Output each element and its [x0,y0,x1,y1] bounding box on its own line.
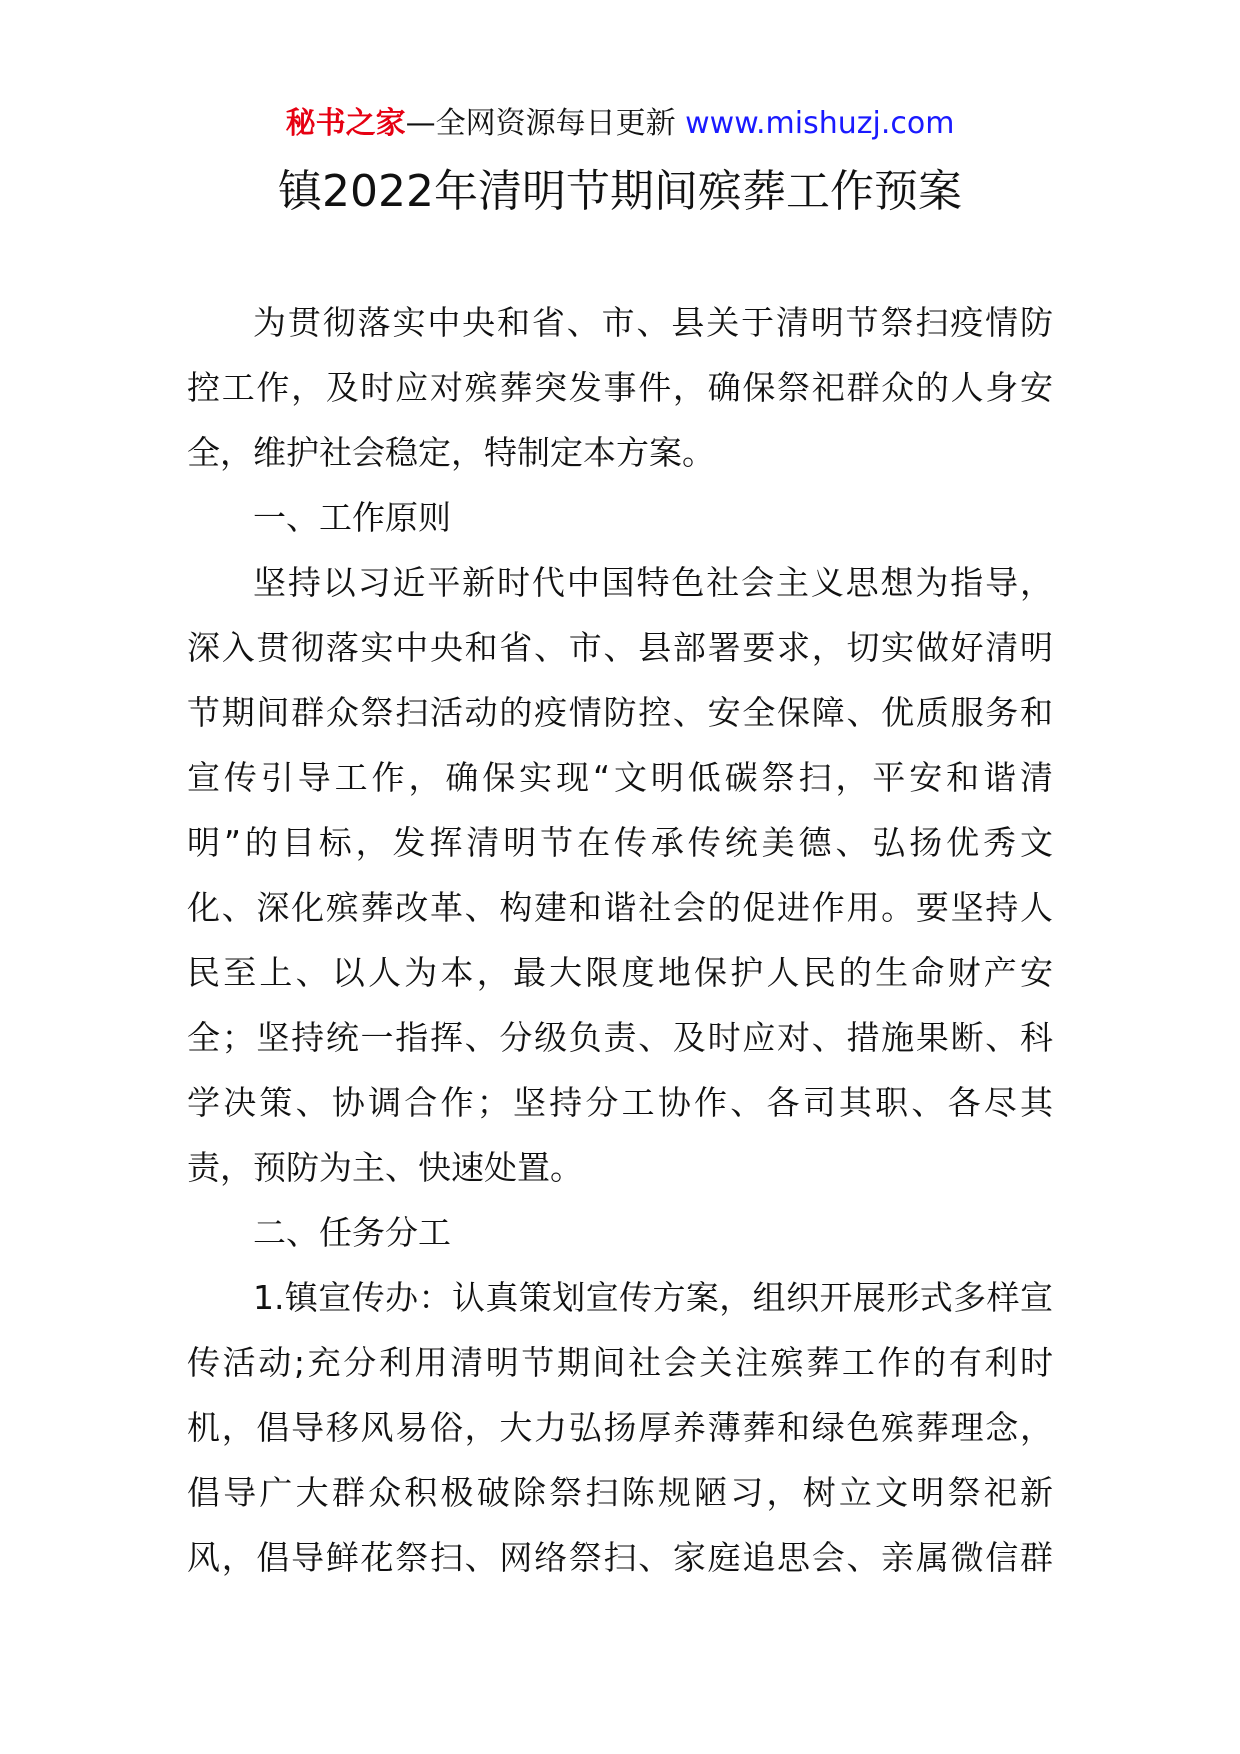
paragraph-line: 宣传引导工作，确保实现“文明低碳祭扫，平安和谐清 [187,758,1053,797]
site-banner [0,102,1240,146]
paragraph-line: 倡导广大群众积极破除祭扫陈规陋习，树立文明祭祀新 [187,1473,1053,1512]
paragraph-line: 为贯彻落实中央和省、市、县关于清明节祭扫疫情防 [253,303,1053,342]
site-url-link[interactable]: www.mishuzj.com [685,106,955,141]
paragraph-line: 化、深化殡葬改革、构建和谐社会的促进作用。要坚持人 [187,888,1053,927]
paragraph-line: 责，预防为主、快速处置。 [187,1148,583,1187]
paragraph-line: 节期间群众祭扫活动的疫情防控、安全保障、优质服务和 [187,693,1053,732]
section-heading: 二、任务分工 [253,1213,451,1252]
paragraph-line: 传活动;充分利用清明节期间社会关注殡葬工作的有利时 [187,1343,1053,1382]
document-title: 镇2022年清明节期间殡葬工作预案 [278,166,962,217]
paragraph-line: 学决策、协调合作；坚持分工协作、各司其职、各尽其 [187,1083,1053,1122]
document-body [187,290,1053,1590]
paragraph-line: 全，维护社会稳定，特制定本方案。 [187,433,715,472]
paragraph-line: 坚持以习近平新时代中国特色社会主义思想为指导， [253,563,1053,602]
paragraph-line: 民至上、以人为本，最大限度地保护人民的生命财产安 [187,953,1053,992]
site-brand: 秘书之家 [285,106,406,141]
paragraph-line: 深入贯彻落实中央和省、市、县部署要求，切实做好清明 [187,628,1053,667]
paragraph-line: 1.镇宣传办：认真策划宣传方案，组织开展形式多样宣 [253,1278,1053,1317]
paragraph-line: 风，倡导鲜花祭扫、网络祭扫、家庭追思会、亲属微信群 [187,1538,1053,1577]
paragraph-line: 机，倡导移风易俗，大力弘扬厚养薄葬和绿色殡葬理念， [187,1408,1053,1447]
section-heading: 一、工作原则 [253,498,451,537]
paragraph-line: 控工作，及时应对殡葬突发事件，确保祭祀群众的人身安 [187,368,1053,407]
site-slogan: —全网资源每日更新 [405,106,686,141]
paragraph-line: 明”的目标，发挥清明节在传承传统美德、弘扬优秀文 [187,823,1053,862]
paragraph-line: 全；坚持统一指挥、分级负责、及时应对、措施果断、科 [187,1018,1053,1057]
